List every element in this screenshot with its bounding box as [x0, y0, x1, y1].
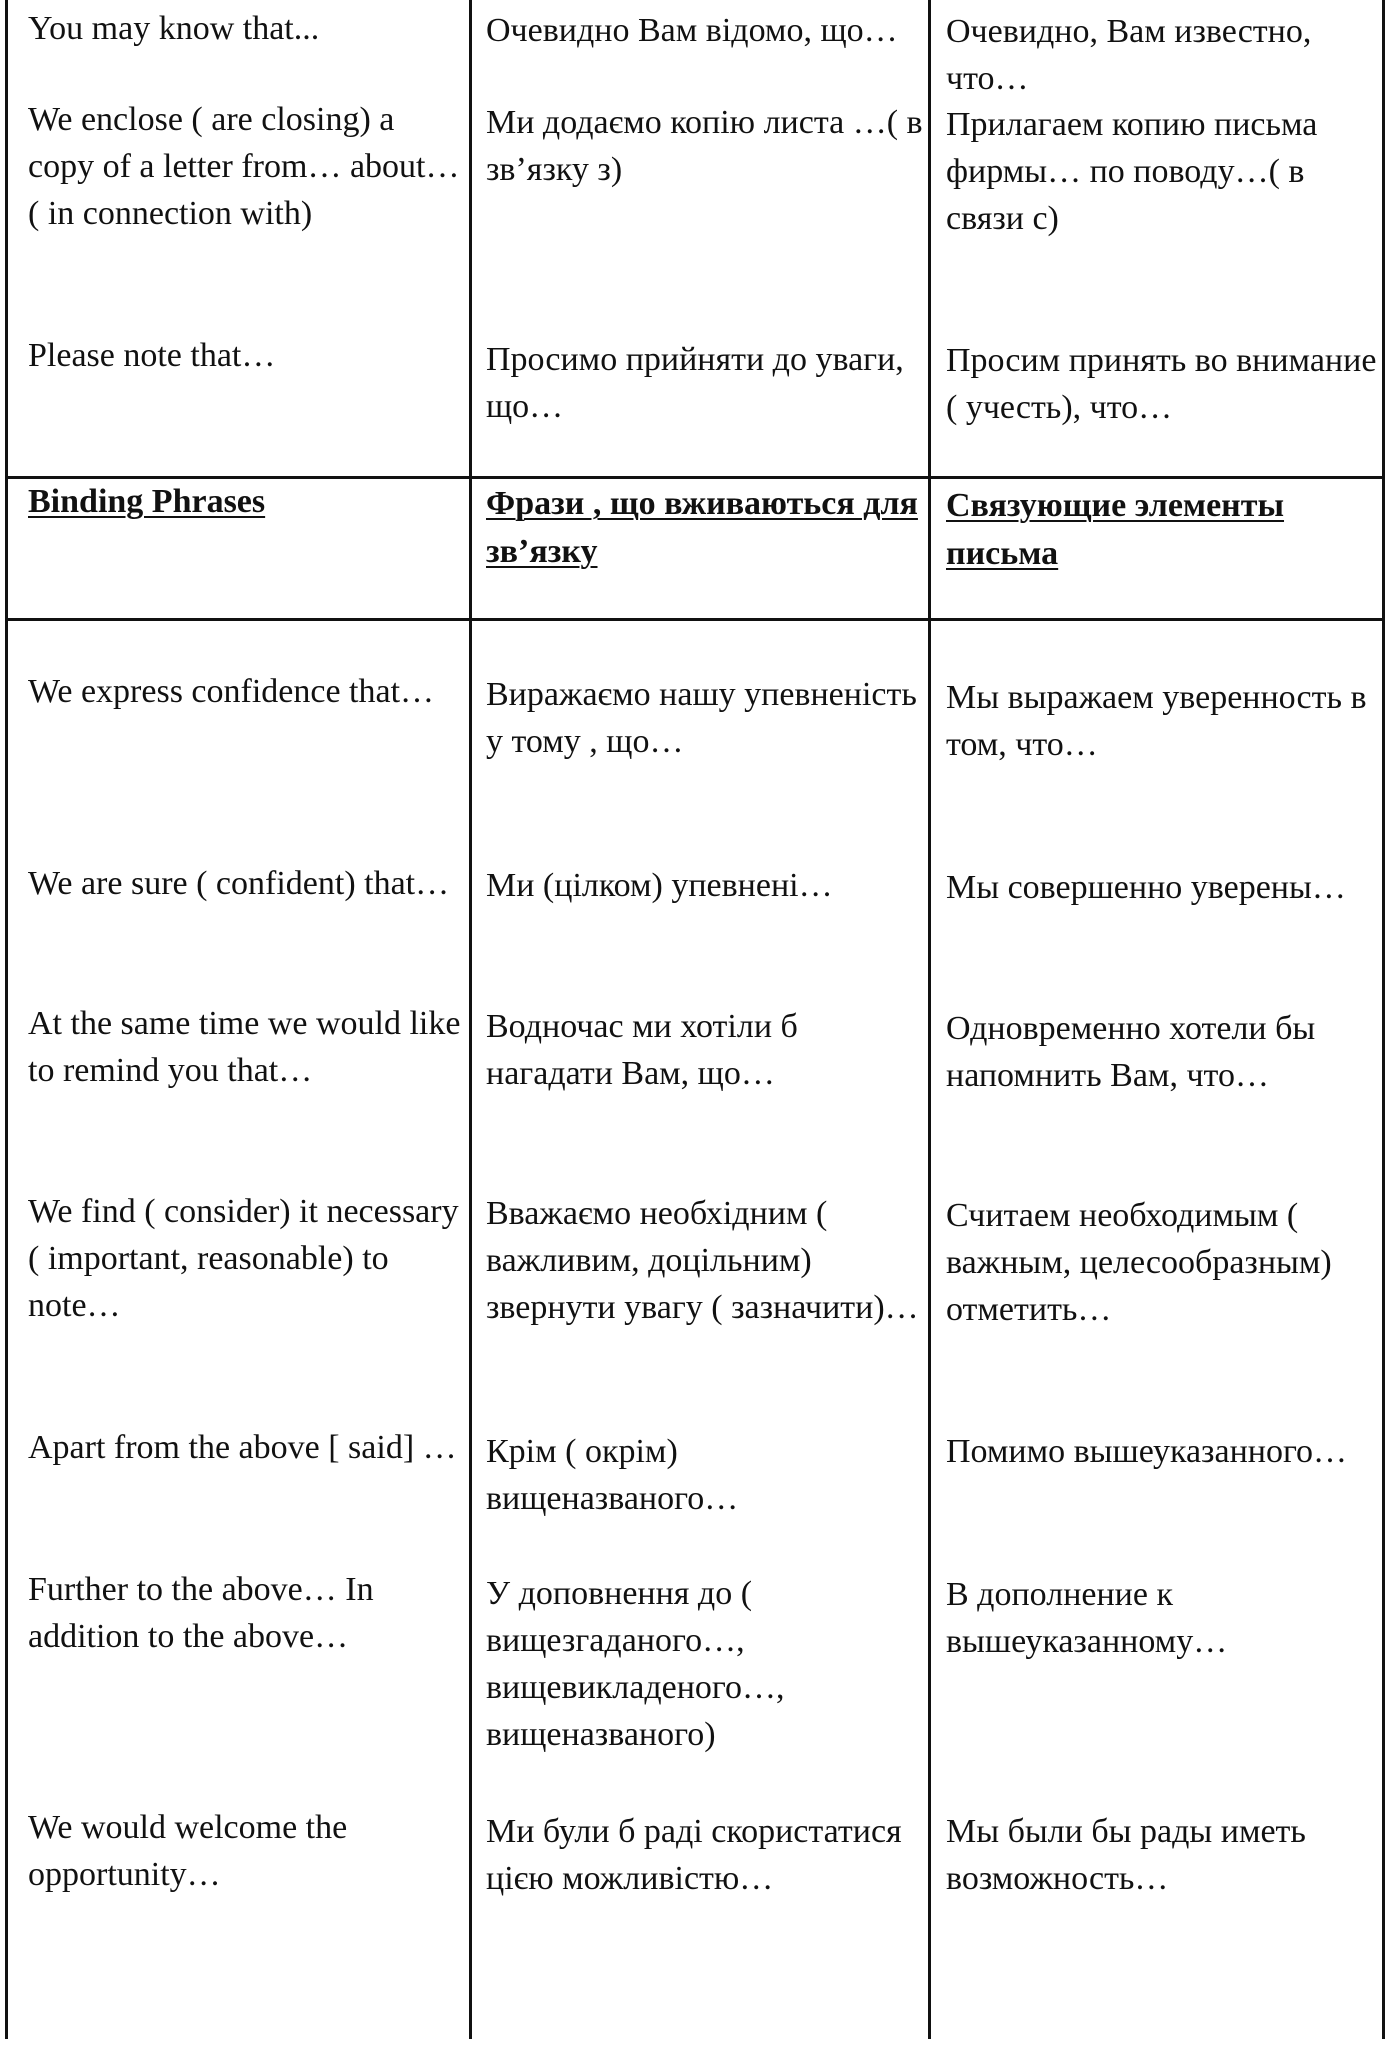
cell-ru: Считаем необходимым ( важным, целесообразным) отметить…: [946, 1197, 1332, 1328]
cell-en: Apart from the above [ said] …: [28, 1429, 457, 1466]
cell-en: Please note that…: [28, 337, 276, 374]
cell-en: We express confidence that…: [28, 673, 435, 710]
cell-uk: Крім ( окрім) вищеназваного…: [486, 1433, 739, 1517]
table-border-left: [5, 0, 8, 2039]
cell-uk: Вважаємо необхідним ( важливим, доцільним) звернути увагу ( зазначити)…: [486, 1195, 919, 1326]
cell-uk: Ми були б раді скористатися цією можливістю…: [486, 1813, 902, 1897]
cell-ru: В дополнение к вышеуказанному…: [946, 1576, 1228, 1660]
cell-uk: Просимо прийняти до уваги, що…: [486, 341, 904, 425]
header-uk: Фрази , що вживаються для зв’язку: [486, 485, 918, 570]
header-en: Binding Phrases: [28, 483, 266, 520]
cell-ru: Помимо вышеуказанного…: [946, 1433, 1348, 1470]
cell-ru: Просим принять во внимание ( учесть), что…: [946, 342, 1377, 426]
cell-en: Further to the above… In addition to the above…: [28, 1571, 374, 1655]
cell-uk: Ми (цілком) упевнені…: [486, 867, 833, 904]
cell-ru: Мы совершенно уверены…: [946, 869, 1346, 906]
cell-uk: Водночас ми хотіли б нагадати Вам, що…: [486, 1008, 798, 1092]
row-divider-header-bottom: [5, 618, 1385, 621]
cell-en: We find ( consider) it necessary ( important, reasonable) to note…: [28, 1193, 459, 1324]
table-divider-1: [469, 0, 472, 2039]
table-divider-2: [928, 0, 931, 2039]
cell-ru: Мы выражаем уверенность в том, что…: [946, 679, 1367, 763]
cell-ru: Очевидно, Вам известно, что…: [946, 13, 1312, 97]
cell-ru: Одновременно хотели бы напомнить Вам, что…: [946, 1010, 1316, 1094]
cell-uk: Очевидно Вам відомо, що…: [486, 12, 898, 49]
cell-uk: Виражаємо нашу упевненість у тому , що…: [486, 676, 917, 760]
cell-ru: Прилагаем копию письма фирмы… по поводу…( в связи с): [946, 106, 1318, 237]
cell-en: At the same time we would like to remind you that…: [28, 1005, 461, 1089]
header-ru: Связующие элементы письма: [946, 487, 1285, 572]
cell-en: We are sure ( confident) that…: [28, 865, 450, 902]
cell-uk: У доповнення до ( вищезгаданого…, вищевикладеного…, вищеназваного): [486, 1575, 785, 1753]
cell-ru: Мы были бы рады иметь возможность…: [946, 1813, 1306, 1897]
cell-uk: Ми додаємо копію листа …( в зв’язку з): [486, 104, 923, 188]
cell-en: We would welcome the opportunity…: [28, 1809, 348, 1893]
cell-en: We enclose ( are closing) a copy of a letter from… about…( in connection with): [28, 101, 460, 232]
cell-en: You may know that...: [28, 10, 320, 47]
